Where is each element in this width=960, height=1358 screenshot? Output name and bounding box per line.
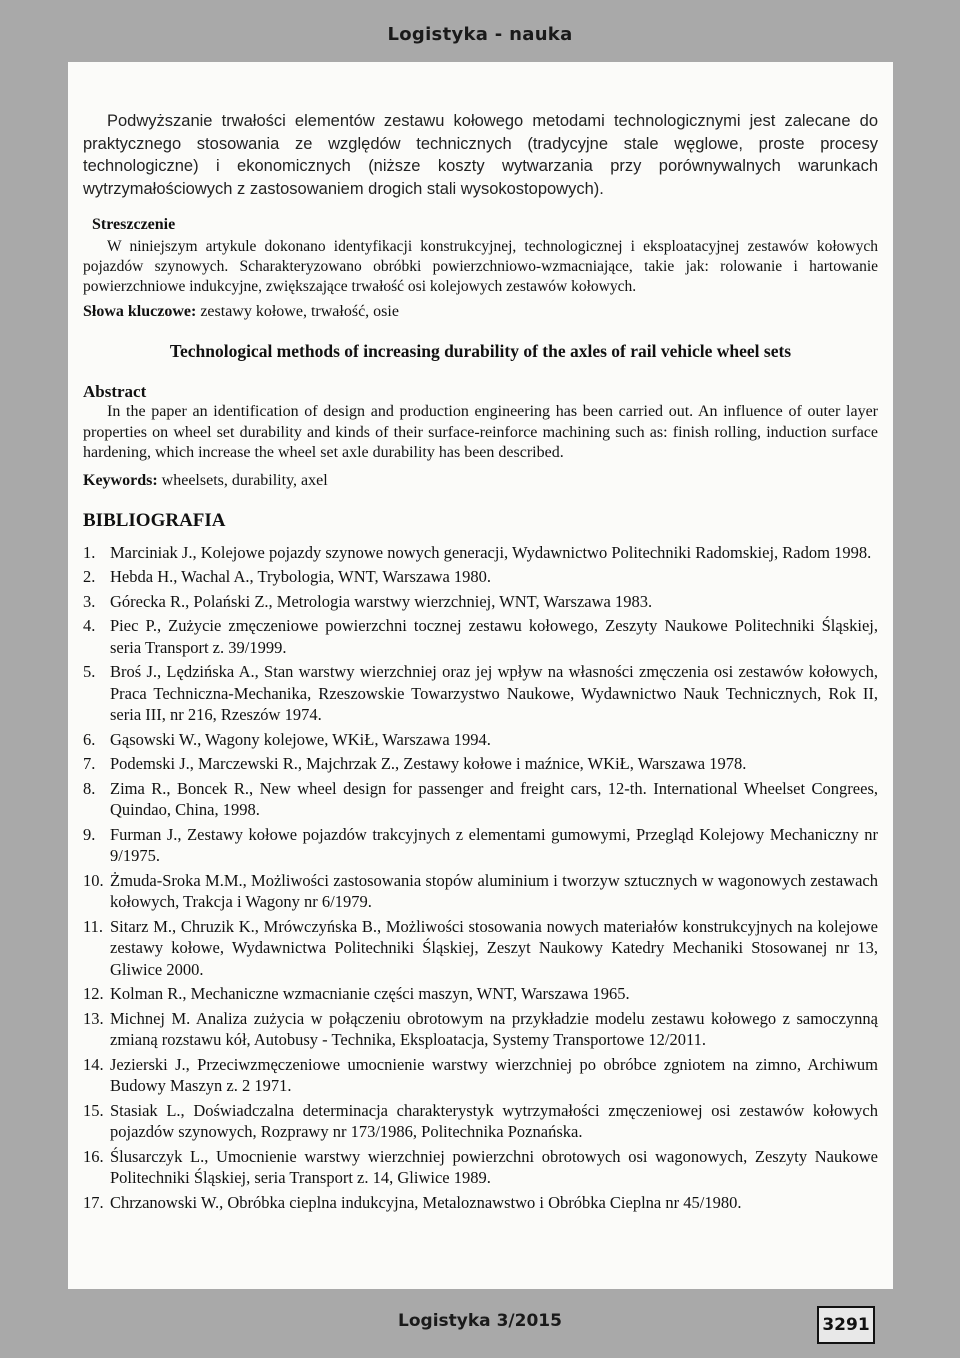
bibliography-heading: BIBLIOGRAFIA	[83, 509, 226, 531]
keywords-en	[83, 472, 878, 490]
bibliography-item-text: Żmuda-Sroka M.M., Możliwości zastosowania stopów aluminium i tworzyw sztucznych w wagonowych zestawach kołowych, Trakcja i Wagony nr 6/1979.	[110, 870, 878, 911]
keywords-pl-value: zestawy kołowe, trwałość, osie	[200, 303, 399, 320]
intro-paragraph: Podwyższanie trwałości elementów zestawu kołowego metodami technologicznymi jest zalecane do praktycznego stosowania ze względów technicznych (tradycyjne stale węglowe, proste procesy technologiczne) i ekonomicznych (niższe koszty wytwarzania przy porównywalnych warunkach wytrzymałościowych z zastosowaniem drogich stali wysokostopowych).	[83, 112, 878, 198]
abstract-en-heading: Abstract	[83, 382, 147, 401]
keywords-en-value: wheelsets, durability, axel	[161, 471, 328, 489]
bibliography-item-text: Michnej M. Analiza zużycia w połączeniu obrotowym na przykładzie modelu zestawu kołowego z samoczynną zmianą rozstawu kół, Autobusy - Technika, Eksploatacja, Systemy Transportowe 12/2011.	[110, 1008, 878, 1049]
bibliography-item	[83, 983, 878, 1005]
bibliography-item-number: 12.	[83, 984, 104, 1003]
bibliography-item-number: 6.	[83, 729, 96, 749]
bibliography-item	[83, 729, 878, 751]
bibliography-item-text: Podemski J., Marczewski R., Majchrzak Z., Zestawy kołowe i maźnice, WKiŁ, Warszawa 1978.	[110, 754, 747, 773]
bibliography-item-text: Piec P., Zużycie zmęczeniowe powierzchni tocznej zestawu kołowego, Zeszyty Naukowe Politechniki Śląskiej, seria Transport z. 39/1999.	[110, 616, 878, 657]
bibliography-item	[83, 615, 878, 658]
bibliography-item-number: 14.	[83, 1054, 104, 1074]
bibliography-item-number: 5.	[83, 662, 96, 681]
bibliography-item-number: 4.	[83, 616, 96, 635]
keywords-en-label: Keywords:	[83, 471, 158, 489]
bibliography-item-number: 8.	[83, 778, 96, 798]
bibliography-item-text: Jezierski J., Przeciwzmęczeniowe umocnienie warstwy wierzchniej po obróbce zgniotem na zimno, Archiwum Budowy Maszyn z. 2 1971.	[110, 1054, 878, 1095]
bibliography-item-number: 7.	[83, 754, 96, 773]
bibliography-item-text: Kolman R., Mechaniczne wzmacnianie części maszyn, WNT, Warszawa 1965.	[110, 984, 630, 1003]
abstract-pl-body: W niniejszym artykule dokonano identyfikacji konstrukcyjnej, technologicznej i eksploatacyjnej zestawów kołowych pojazdów szynowych. Scharakteryzowano obróbki powierzchniowo-wzmacniające, takie jak: rolowanie i hartowanie powierzchniowe indukcyjne, zwiększające trwałość osi kolejowych zestawów kołowych.	[83, 238, 878, 295]
bibliography-item-number: 9.	[83, 824, 96, 844]
bibliography-item	[83, 1192, 878, 1214]
bibliography-item-number: 1.	[83, 542, 96, 562]
bibliography-item	[83, 778, 878, 821]
page-number: 3291	[817, 1306, 875, 1344]
bibliography-item-text: Sitarz M., Chruzik K., Mrówczyńska B., Możliwości stosowania nowych materiałów konstrukcyjnych na kolejowe zestawy kołowe, Wydawnictwa Politechniki Śląskiej, Zeszyt Naukowy Katedry Mechaniki Stosowanej nr 13, Gliwice 2000.	[110, 916, 878, 979]
abstract-pl-heading: Streszczenie	[92, 216, 176, 233]
bibliography-item-text: Broś J., Lędzińska A., Stan warstwy wierzchniej oraz jej wpływ na własności zmęczenia osi zestawów kołowych, Praca Techniczna-Mechanika, Rzeszowskie Towarzystwo Naukowe, Wydawnictwo Nauk Technicznych, Rok II, seria III, nr 216, Rzeszów 1974.	[110, 662, 878, 724]
bibliography-item	[83, 753, 878, 775]
bibliography-list	[83, 542, 878, 1214]
bibliography-item-number: 3.	[83, 591, 96, 611]
footer-journal-label: Logistyka 3/2015	[398, 1311, 562, 1331]
bibliography-item	[83, 1008, 878, 1051]
bibliography-item	[83, 591, 878, 613]
keywords-pl-label: Słowa kluczowe:	[83, 303, 197, 320]
running-header: Logistyka - nauka	[387, 24, 573, 45]
bibliography-item	[83, 542, 878, 564]
bibliography-item	[83, 824, 878, 867]
bibliography-item-text: Stasiak L., Doświadczalna determinacja charakterystyk wytrzymałości zmęczeniowej osi zestawów kołowych pojazdów szynowych, Rozprawy nr 173/1986, Politechnika Poznańska.	[110, 1100, 878, 1141]
bibliography-item-number: 2.	[83, 567, 96, 586]
bibliography-item	[83, 1146, 878, 1189]
bibliography-item	[83, 870, 878, 913]
bibliography-item-number: 16.	[83, 1146, 104, 1166]
bibliography-item-number: 11.	[83, 916, 104, 936]
bibliography-item	[83, 661, 878, 726]
bibliography-item	[83, 1054, 878, 1097]
bibliography-item-number: 10.	[83, 870, 104, 890]
bibliography-item-text: Chrzanowski W., Obróbka cieplna indukcyjna, Metaloznawstwo i Obróbka Cieplna nr 45/1980.	[110, 1192, 742, 1212]
bibliography-item-text: Gąsowski W., Wagony kolejowe, WKiŁ, Warszawa 1994.	[110, 729, 491, 749]
bibliography-item	[83, 916, 878, 981]
bibliography-item-number: 15.	[83, 1100, 104, 1120]
article-page	[68, 62, 893, 1289]
english-title: Technological methods of increasing durability of the axles of rail vehicle wheel sets	[169, 341, 792, 361]
abstract-en-body: In the paper an identification of design and production engineering has been carried out. An influence of outer layer properties on wheel set durability and kinds of their surface-reinforce machining such as: finish rolling, induction surface hardening, which increase the wheel set axle durability has been described.	[83, 403, 878, 461]
bibliography-item-text: Zima R., Boncek R., New wheel design for passenger and freight cars, 12-th. International Wheelset Congrees, Quindao, China, 1998.	[110, 778, 878, 819]
bibliography-item-text: Hebda H., Wachal A., Trybologia, WNT, Warszawa 1980.	[110, 567, 492, 586]
bibliography-item-text: Ślusarczyk L., Umocnienie warstwy wierzchniej powierzchni obrotowych osi wagonowych, Zeszyty Naukowe Politechniki Śląskiej, seria Transport z. 14, Gliwice 1989.	[110, 1146, 878, 1187]
bibliography-item-text: Marciniak J., Kolejowe pojazdy szynowe nowych generacji, Wydawnictwo Politechniki Radomskiej, Radom 1998.	[110, 542, 872, 562]
keywords-pl	[83, 303, 878, 321]
bibliography-item	[83, 566, 878, 588]
bibliography-item-text: Górecka R., Polański Z., Metrologia warstwy wierzchniej, WNT, Warszawa 1983.	[110, 591, 653, 611]
bibliography-item-text: Furman J., Zestawy kołowe pojazdów trakcyjnych z elementami gumowymi, Przegląd Kolejowy Mechaniczny nr 9/1975.	[110, 824, 878, 865]
bibliography-item-number: 17.	[83, 1192, 104, 1212]
bibliography-item-number: 13.	[83, 1008, 104, 1028]
bibliography-item	[83, 1100, 878, 1143]
